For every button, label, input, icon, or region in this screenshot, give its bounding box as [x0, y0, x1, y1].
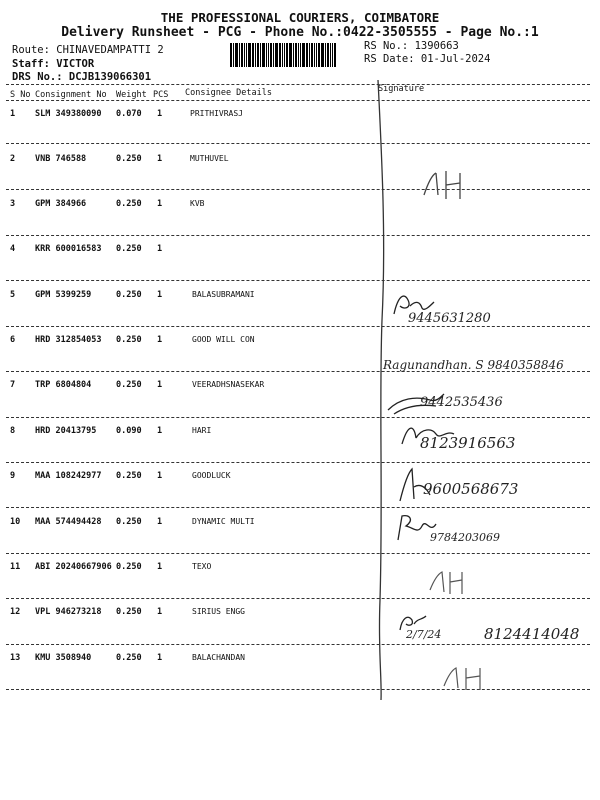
header-rule-top	[6, 84, 590, 85]
row-sno: 11	[10, 562, 21, 572]
handwritten-note: Ragunandhan. S 9840358846	[383, 358, 564, 372]
row-consignee: PRITHIVRASJ	[190, 109, 243, 118]
row-divider	[6, 462, 590, 463]
row-consignment: HRD 20413795	[35, 426, 97, 436]
row-divider	[6, 507, 590, 508]
row-sno: 1	[10, 109, 16, 119]
row-divider	[6, 417, 590, 418]
row-consignee: KVB	[190, 199, 205, 208]
row-divider	[6, 280, 590, 281]
row-consignment: VPL 946273218	[35, 607, 102, 617]
row-pcs: 1	[157, 380, 163, 390]
row-consignment: HRD 312854053	[35, 335, 102, 345]
row-sno: 13	[10, 653, 21, 663]
row-consignee: BALASUBRAMANI	[192, 290, 255, 299]
row-consignee: MUTHUVEL	[190, 154, 229, 163]
row-sno: 7	[10, 380, 16, 390]
initials-mark	[420, 165, 470, 203]
handwritten-date: 2/7/24	[406, 628, 442, 641]
row-sno: 5	[10, 290, 16, 300]
row-sno: 12	[10, 607, 21, 617]
row-weight: 0.250	[116, 154, 142, 164]
row-consignee: TEXO	[192, 562, 212, 571]
row-divider	[6, 235, 590, 236]
staff-label: Staff: VICTOR	[12, 58, 95, 70]
row-pcs: 1	[157, 426, 163, 436]
row-divider	[6, 143, 590, 144]
col-consignment: Consignment No	[35, 90, 107, 100]
row-weight: 0.070	[116, 109, 142, 119]
company-title: THE PROFESSIONAL COURIERS, COIMBATORE	[160, 10, 440, 25]
row-pcs: 1	[157, 109, 163, 119]
row-pcs: 1	[157, 335, 163, 345]
row-consignee: SIRIUS ENGG	[192, 607, 245, 616]
handwritten-phone: 9445631280	[408, 311, 491, 326]
row-weight: 0.250	[116, 380, 142, 390]
row-consignment: KRR 600016583	[35, 244, 102, 254]
row-pcs: 1	[157, 154, 163, 164]
row-weight: 0.250	[116, 562, 142, 572]
row-consignment: KMU 3508940	[35, 653, 92, 663]
rs-date: RS Date: 01-Jul-2024	[364, 53, 491, 65]
row-consignee: VEERADHSNASEKAR	[192, 380, 265, 389]
row-weight: 0.250	[116, 290, 142, 300]
row-pcs: 1	[157, 607, 163, 617]
row-divider	[6, 553, 590, 554]
row-divider	[6, 598, 590, 599]
row-consignee: DYNAMIC MULTI	[192, 517, 255, 526]
row-pcs: 1	[157, 653, 163, 663]
row-sno: 2	[10, 154, 16, 164]
col-signature: Signature	[378, 84, 425, 94]
row-pcs: 1	[157, 562, 163, 572]
row-consignment: GPM 384966	[35, 199, 87, 209]
runsheet-subtitle: Delivery Runsheet - PCG - Phone No.:0422-3505555 - Page No.:1	[61, 25, 539, 40]
row-weight: 0.250	[116, 244, 142, 254]
handwritten-phone: 9442535436	[420, 395, 503, 410]
row-weight: 0.250	[116, 607, 142, 617]
row-divider	[6, 689, 590, 690]
row-sno: 10	[10, 517, 21, 527]
handwritten-phone: 8124414048	[484, 625, 580, 643]
route-label: Route: CHINAVEDAMPATTI 2	[12, 44, 164, 56]
row-consignment: VNB 746588	[35, 154, 87, 164]
row-consignment: SLM 349380090	[35, 109, 102, 119]
header-rule-bottom	[6, 100, 590, 101]
row-weight: 0.250	[116, 199, 142, 209]
col-sno: S No	[10, 90, 31, 100]
row-divider	[6, 644, 590, 645]
row-consignee: BALACHANDAN	[192, 653, 245, 662]
handwritten-phone: 8123916563	[420, 434, 516, 452]
row-weight: 0.250	[116, 471, 142, 481]
row-divider	[6, 326, 590, 327]
barcode	[230, 43, 358, 67]
row-sno: 3	[10, 199, 16, 209]
row-weight: 0.250	[116, 653, 142, 663]
col-consignee: Consignee Details	[185, 88, 272, 98]
row-consignment: MAA 108242977	[35, 471, 102, 481]
row-consignment: MAA 574494428	[35, 517, 102, 527]
row-consignee: GOOD WILL CON	[192, 335, 255, 344]
row-pcs: 1	[157, 199, 163, 209]
row-consignment: ABI 20240667906	[35, 562, 112, 572]
rs-number: RS No.: 1390663	[364, 40, 459, 52]
row-sno: 9	[10, 471, 16, 481]
row-consignee: HARI	[192, 426, 212, 435]
row-sno: 8	[10, 426, 16, 436]
row-weight: 0.250	[116, 517, 142, 527]
row-pcs: 1	[157, 471, 163, 481]
row-pcs: 1	[157, 290, 163, 300]
handwritten-phone: 9600568673	[423, 480, 519, 498]
row-pcs: 1	[157, 517, 163, 527]
row-divider	[6, 189, 590, 190]
row-consignment: TRP 6804804	[35, 380, 92, 390]
row-consignee: GOODLUCK	[192, 471, 231, 480]
col-weight: Weight	[116, 90, 147, 100]
row-sno: 4	[10, 244, 16, 254]
initials-mark	[440, 662, 490, 692]
col-pcs: PCS	[153, 90, 169, 100]
initials-mark	[426, 568, 474, 596]
row-pcs: 1	[157, 244, 163, 254]
row-sno: 6	[10, 335, 16, 345]
row-weight: 0.090	[116, 426, 142, 436]
handwritten-phone: 9784203069	[430, 531, 500, 544]
drs-number: DRS No.: DCJB139066301	[12, 71, 152, 83]
row-consignment: GPM 5399259	[35, 290, 92, 300]
row-weight: 0.250	[116, 335, 142, 345]
